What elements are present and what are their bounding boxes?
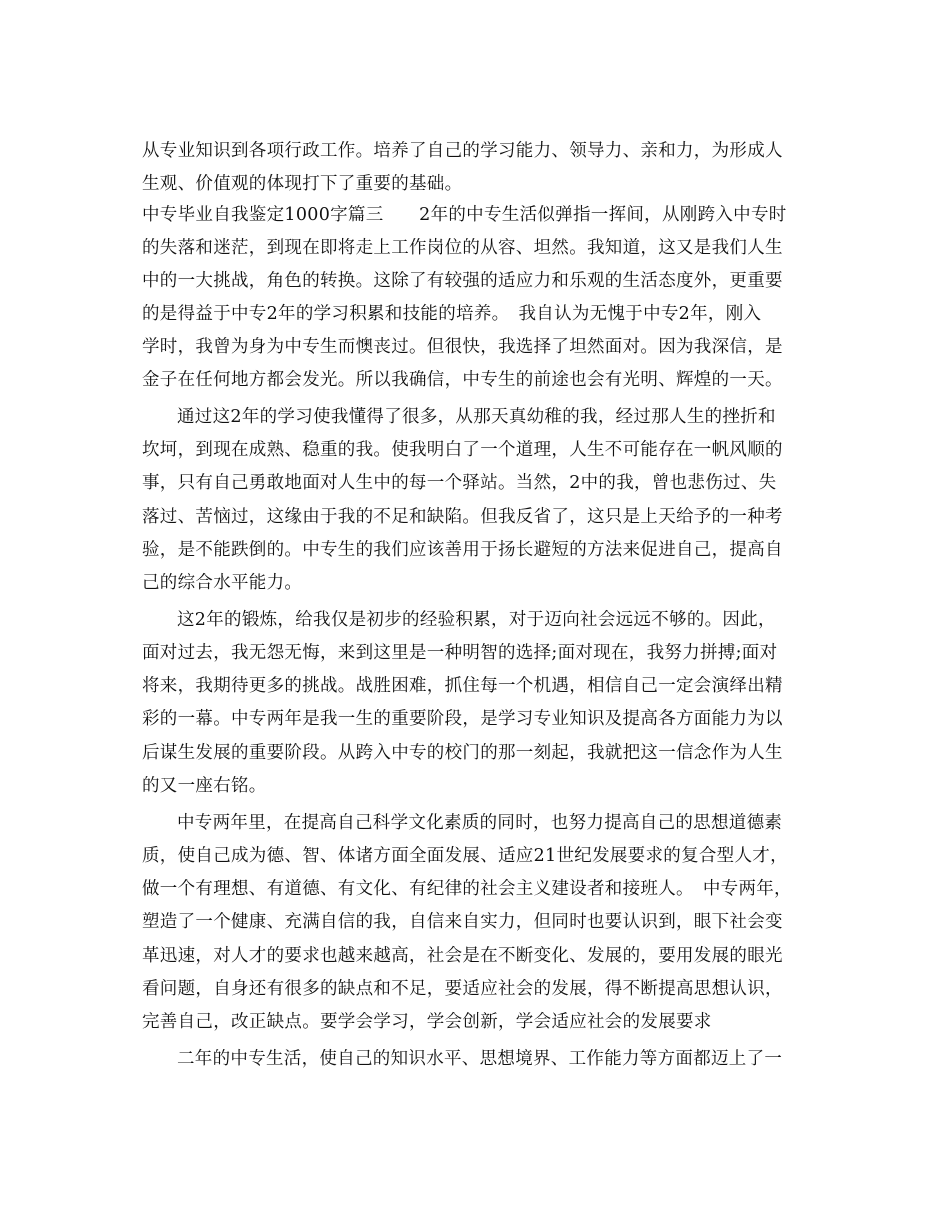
- text-line: 坎坷，到现在成熟、稳重的我。使我明白了一个道理，人生不可能存在一帆风顺的: [142, 440, 783, 460]
- text-line: 二年的中专生活，使自己的知识水平、思想境界、工作能力等方面都迈上了一: [177, 1049, 783, 1069]
- text-line: 的失落和迷茫，到现在即将走上工作岗位的从容、坦然。我知道，这又是我们人生: [142, 238, 783, 258]
- text-line: 塑造了一个健康、充满自信的我，自信来自实力，但同时也要认识到，眼下社会变: [142, 912, 783, 932]
- text-line: 中专两年里，在提高自己科学文化素质的同时，也努力提高自己的思想道德素: [177, 813, 783, 833]
- text-line: 的是得益于中专2年的学习积累和技能的培养。 我自认为无愧于中专2年，刚入: [142, 304, 762, 324]
- text-line: 通过这2年的学习使我懂得了很多，从那天真幼稚的我，经过那人生的挫折和: [177, 407, 776, 427]
- text-line: 从专业知识到各项行政工作。培养了自己的学习能力、领导力、亲和力，为形成人: [142, 141, 783, 161]
- text-line: 的又一座右铭。: [142, 776, 267, 796]
- text-line: 验，是不能跌倒的。中专生的我们应该善用于扬长避短的方法来促进自己，提高自: [142, 540, 783, 560]
- text-line: 生观、价值观的体现打下了重要的基础。: [142, 174, 463, 194]
- text-line: 学时，我曾为身为中专生而懊丧过。但很快，我选择了坦然面对。因为我深信，是: [142, 337, 783, 357]
- text-line: 这2年的锻炼，给我仅是初步的经验积累，对于迈向社会远远不够的。因此，: [177, 610, 776, 630]
- text-line: 质，使自己成为德、智、体诸方面全面发展、适应21世纪发展要求的复合型人才，: [142, 846, 788, 866]
- text-line: 面对过去，我无怨无悔，来到这里是一种明智的选择;面对现在，我努力拼搏;面对: [142, 643, 778, 663]
- text-line: 己的综合水平能力。: [142, 573, 303, 593]
- text-line: 做一个有理想、有道德、有文化、有纪律的社会主义建设者和接班人。 中专两年，: [142, 879, 792, 899]
- text-line: 将来，我期待更多的挑战。战胜困难，抓住每一个机遇，相信自己一定会演绎出精: [142, 676, 783, 696]
- text-line: 看问题，自身还有很多的缺点和不足，要适应社会的发展，得不断提高思想认识，: [142, 979, 783, 999]
- text-line: 金子在任何地方都会发光。所以我确信，中专生的前途也会有光明、辉煌的一天。: [142, 370, 783, 390]
- text-line: 彩的一幕。中专两年是我一生的重要阶段，是学习专业知识及提高各方面能力为以: [142, 709, 783, 729]
- text-line: 事，只有自己勇敢地面对人生中的每一个驿站。当然，2中的我，曾也悲伤过、失: [142, 473, 777, 493]
- text-line: 后谋生发展的重要阶段。从跨入中专的校门的那一刻起，我就把这一信念作为人生: [142, 743, 783, 763]
- text-line: 中的一大挑战，角色的转换。这除了有较强的适应力和乐观的生活态度外，更重要: [142, 271, 783, 291]
- text-line: 革迅速，对人才的要求也越来越高，社会是在不断变化、发展的，要用发展的眼光: [142, 946, 783, 966]
- text-line: 落过、苦恼过，这缘由于我的不足和缺陷。但我反省了，这只是上天给予的一种考: [142, 507, 783, 527]
- text-line: 完善自己，改正缺点。要学会学习，学会创新，学会适应社会的发展要求: [142, 1012, 712, 1032]
- text-line: 中专毕业自我鉴定1000字篇三 2年的中专生活似弹指一挥间，从刚跨入中专时: [142, 205, 787, 225]
